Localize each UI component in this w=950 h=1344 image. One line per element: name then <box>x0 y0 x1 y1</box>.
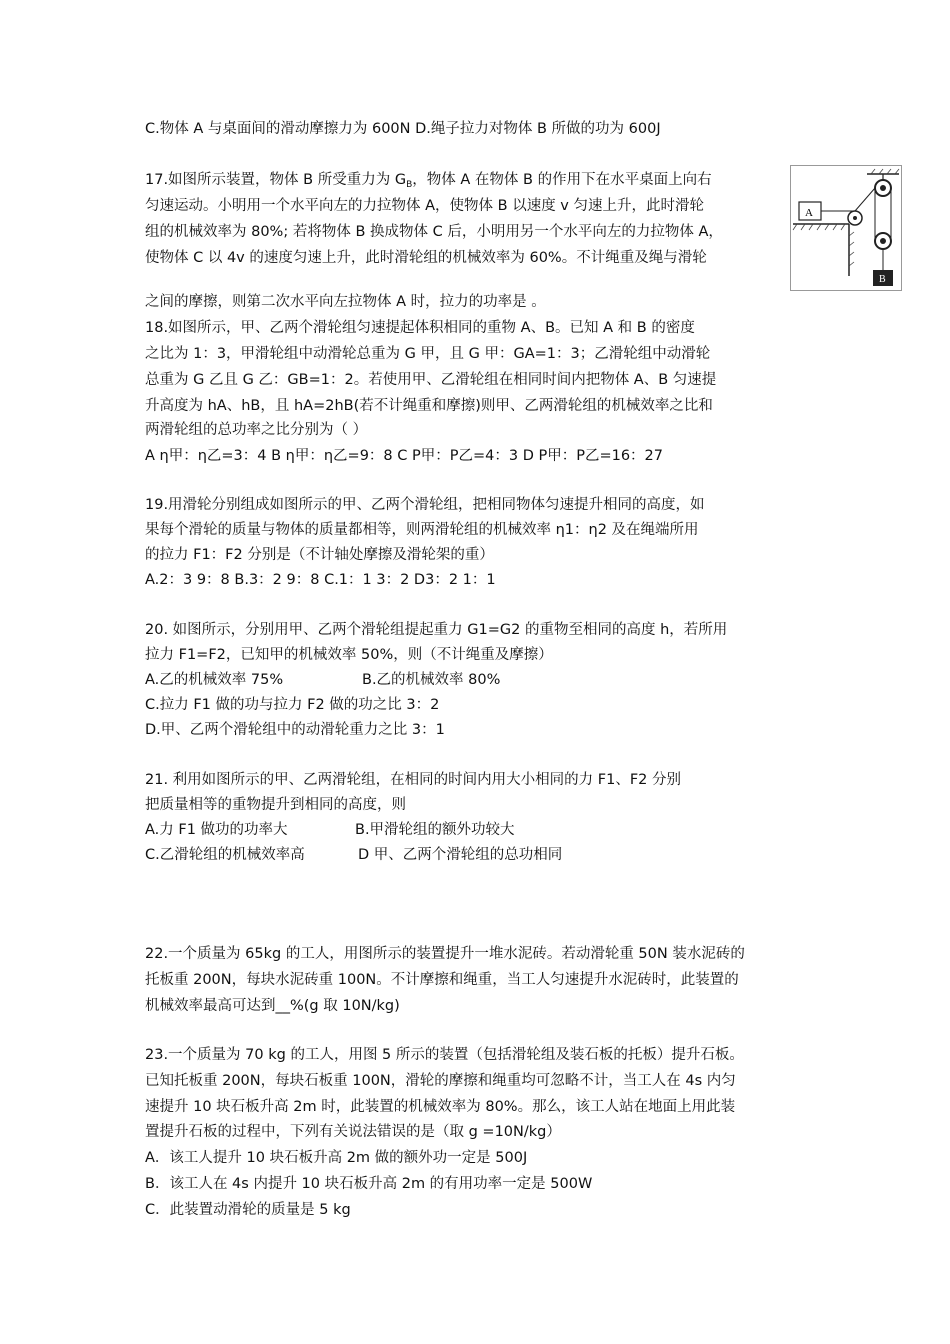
q20-line-2: 拉力 F1=F2，已知甲的机械效率 50%，则（不计绳重及摩擦） <box>145 647 553 663</box>
q23-option-b: B．该工人在 4s 内提升 10 块石板升高 2m 的有用功率一定是 500W <box>145 1176 593 1192</box>
q22-line-2: 托板重 200N，每块水泥砖重 100N。不计摩擦和绳重，当工人匀速提升水泥砖时，此装置的 <box>145 972 739 988</box>
q18-line-5: 两滑轮组的总功率之比分别为（ ） <box>145 422 368 438</box>
q23-option-a: A．该工人提升 10 块石板升高 2m 做的额外功一定是 500J <box>145 1150 528 1166</box>
q17-pulley-figure <box>790 165 902 291</box>
q18-options: A η甲：η乙=3：4 B η甲：η乙=9：8 C P甲：P乙=4：3 D P甲：P乙=16：27 <box>145 448 664 464</box>
q21-option-b: B.甲滑轮组的额外功较大 <box>355 822 515 838</box>
q18-line-4: 升高度为 hA、hB，且 hA=2hB(若不计绳重和摩擦)则甲、乙两滑轮组的机械效率之比和 <box>145 398 713 414</box>
q23-line-3: 速提升 10 块石板升高 2m 时，此装置的机械效率为 80%。那么，该工人站在地面上用此装 <box>145 1099 736 1115</box>
q23-option-c: C．此装置动滑轮的质量是 5 kg <box>145 1202 351 1218</box>
q23-line-4: 置提升石板的过程中，下列有关说法错误的是（取 g =10N/kg） <box>145 1124 561 1140</box>
q20-option-c: C.拉力 F1 做的功与拉力 F2 做的功之比 3：2 <box>145 697 440 713</box>
q18-line-1: 18.如图所示，甲、乙两个滑轮组匀速提起体积相同的重物 A、B。已知 A 和 B 的密度 <box>145 320 695 336</box>
q20-option-a: A.乙的机械效率 75% <box>145 672 284 688</box>
q20-option-d: D.甲、乙两个滑轮组中的动滑轮重力之比 3：1 <box>145 722 445 738</box>
q17-line-5: 之间的摩擦，则第二次水平向左拉物体 A 时，拉力的功率是 。 <box>145 294 546 310</box>
block-a-label: A <box>805 207 813 219</box>
q17-line-2: 匀速运动。小明用一个水平向左的力拉物体 A，使物体 B 以速度 v 匀速上升，此时滑轮 <box>145 198 704 214</box>
q19-line-3: 的拉力 F1：F2 分别是（不计轴处摩擦及滑轮架的重） <box>145 547 494 563</box>
q21-option-a: A.力 F1 做功的功率大 <box>145 822 288 838</box>
q18-line-3: 总重为 G 乙且 G 乙：GB=1：2。若使用甲、乙滑轮组在相同时间内把物体 A、B 匀速提 <box>145 372 717 388</box>
q17-line-3: 组的机械效率为 80%; 若将物体 B 换成物体 C 后，小明用另一个水平向左的力拉物体 A， <box>145 224 723 240</box>
q18-line-2: 之比为 1：3，甲滑轮组中动滑轮总重为 G 甲，且 G 甲：GA=1：3；乙滑轮组中动滑轮 <box>145 346 711 362</box>
q21-option-d: D 甲、乙两个滑轮组的总功相同 <box>358 847 563 863</box>
q19-line-1: 19.用滑轮分别组成如图所示的甲、乙两个滑轮组，把相同物体匀速提升相同的高度，如 <box>145 497 705 513</box>
q21-line-1: 21. 利用如图所示的甲、乙两滑轮组，在相同的时间内用大小相同的力 F1、F2 分别 <box>145 772 682 788</box>
q21-line-2: 把质量相等的重物提升到相同的高度，则 <box>145 797 406 813</box>
q17-line-1: 17.如图所示装置，物体 B 所受重力为 $G_B$，物体 A 在物体 B 的作用下在水平桌面上向右 <box>145 172 712 190</box>
q20-line-1: 20. 如图所示，分别用甲、乙两个滑轮组提起重力 G1=G2 的重物至相同的高度 h，若所用 <box>145 622 728 638</box>
q20-option-b: B.乙的机械效率 80% <box>362 672 501 688</box>
q23-line-2: 已知托板重 200N，每块石板重 100N，滑轮的摩擦和绳重均可忽略不计，当工人在 4s 内匀 <box>145 1073 736 1089</box>
q17-line-4: 使物体 C 以 4v 的速度匀速上升，此时滑轮组的机械效率为 60%。不计绳重及绳与滑轮 <box>145 250 707 266</box>
q22-line-1: 22.一个质量为 65kg 的工人，用图所示的装置提升一堆水泥砖。若动滑轮重 50N 装水泥砖的 <box>145 946 745 962</box>
q23-line-1: 23.一个质量为 70 kg 的工人，用图 5 所示的装置（包括滑轮组及装石板的托板）提升石板。 <box>145 1047 744 1063</box>
block-b-label: B <box>879 274 886 285</box>
q19-line-2: 果每个滑轮的质量与物体的质量都相等，则两滑轮组的机械效率 η1：η2 及在绳端所用 <box>145 522 699 538</box>
q21-option-c: C.乙滑轮组的机械效率高 <box>145 847 305 863</box>
q19-options: A.2：3 9：8 B.3：2 9：8 C.1：1 3：2 D3：2 1：1 <box>145 572 496 588</box>
q22-line-3: 机械效率最高可达到__%(g 取 10N/kg) <box>145 998 400 1014</box>
q16-options-cd: C.物体 A 与桌面间的滑动摩擦力为 600N D.绳子拉力对物体 B 所做的功为 600J <box>145 121 661 137</box>
